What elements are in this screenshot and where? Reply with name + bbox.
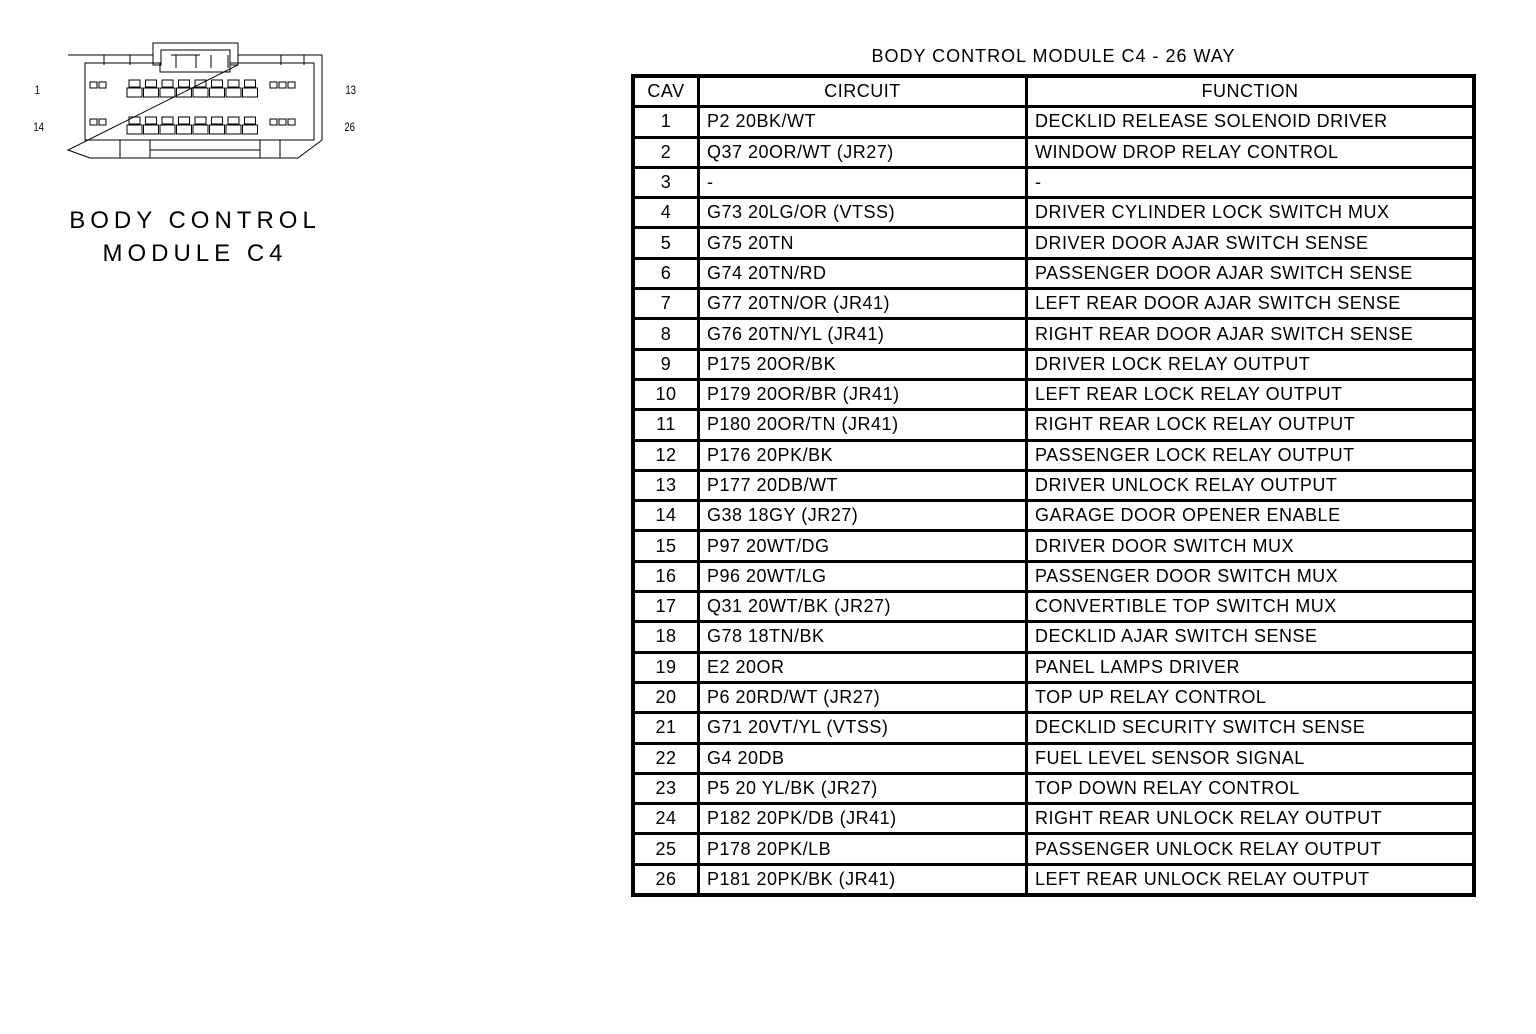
cell-cav: 16 (633, 561, 699, 591)
cell-cav: 18 (633, 622, 699, 652)
cell-cav: 4 (633, 198, 699, 228)
cell-circuit: P175 20OR/BK (699, 349, 1027, 379)
table-row (633, 107, 1474, 137)
cell-function: TOP DOWN RELAY CONTROL (1027, 773, 1475, 803)
small-cavity (99, 119, 106, 125)
cell-circuit: P181 20PK/BK (JR41) (699, 864, 1027, 895)
large-cavity (177, 125, 192, 134)
table-row (633, 319, 1474, 349)
cell-cav: 13 (633, 470, 699, 500)
cell-function: RIGHT REAR LOCK RELAY OUTPUT (1027, 410, 1475, 440)
terminal-latch (228, 117, 239, 124)
terminal-latch (129, 117, 140, 124)
table-row (633, 228, 1474, 258)
connector-outline (68, 43, 322, 158)
header-cav: CAV (633, 76, 699, 107)
cell-function: PASSENGER DOOR AJAR SWITCH SENSE (1027, 258, 1475, 288)
small-cavity (270, 82, 277, 88)
cell-cav: 12 (633, 440, 699, 470)
cell-function: DRIVER DOOR SWITCH MUX (1027, 531, 1475, 561)
terminal-latch (162, 117, 173, 124)
table-row (633, 440, 1474, 470)
large-cavity (144, 88, 159, 97)
cell-function: DECKLID RELEASE SOLENOID DRIVER (1027, 107, 1475, 137)
pin-label-14: 14 (33, 120, 45, 134)
table-row (633, 289, 1474, 319)
cell-circuit: G75 20TN (699, 228, 1027, 258)
cell-function: DRIVER UNLOCK RELAY OUTPUT (1027, 470, 1475, 500)
cell-function: LEFT REAR UNLOCK RELAY OUTPUT (1027, 864, 1475, 895)
pin-label-1: 1 (34, 83, 41, 97)
cell-circuit: P179 20OR/BR (JR41) (699, 379, 1027, 409)
table-row (633, 137, 1474, 167)
cell-cav: 23 (633, 773, 699, 803)
small-cavity (279, 119, 286, 125)
connector-caption-line2: MODULE C4 (102, 240, 288, 267)
large-cavity (160, 88, 175, 97)
terminal-latch (228, 80, 239, 87)
cell-circuit: P178 20PK/LB (699, 834, 1027, 864)
large-cavity (144, 125, 159, 134)
cell-function: DECKLID SECURITY SWITCH SENSE (1027, 713, 1475, 743)
pin-label-13: 13 (345, 83, 357, 97)
terminal-latch (245, 117, 256, 124)
large-cavity (127, 125, 142, 134)
table-row (633, 258, 1474, 288)
cell-cav: 11 (633, 410, 699, 440)
table-row (633, 834, 1474, 864)
cell-cav: 9 (633, 349, 699, 379)
cell-circuit: P176 20PK/BK (699, 440, 1027, 470)
terminal-latch (179, 117, 190, 124)
cell-function: FUEL LEVEL SENSOR SIGNAL (1027, 743, 1475, 773)
terminal-latch (146, 80, 157, 87)
table-row (633, 864, 1474, 895)
cell-circuit: G73 20LG/OR (VTSS) (699, 198, 1027, 228)
terminal-latch (212, 117, 223, 124)
terminal-latch (195, 117, 206, 124)
cell-function: PASSENGER LOCK RELAY OUTPUT (1027, 440, 1475, 470)
terminal-latch (179, 80, 190, 87)
cell-circuit: P97 20WT/DG (699, 531, 1027, 561)
large-cavity (226, 125, 241, 134)
cell-cav: 10 (633, 379, 699, 409)
cell-function: DECKLID AJAR SWITCH SENSE (1027, 622, 1475, 652)
large-cavity (193, 88, 208, 97)
cell-cav: 8 (633, 319, 699, 349)
cell-circuit: E2 20OR (699, 652, 1027, 682)
cell-cav: 26 (633, 864, 699, 895)
table-row (633, 198, 1474, 228)
table-row (633, 470, 1474, 500)
terminal-latch (129, 80, 140, 87)
cell-circuit: P180 20OR/TN (JR41) (699, 410, 1027, 440)
cell-circuit: G4 20DB (699, 743, 1027, 773)
cell-function: RIGHT REAR UNLOCK RELAY OUTPUT (1027, 804, 1475, 834)
small-cavity (279, 82, 286, 88)
table-row (633, 561, 1474, 591)
table-row (633, 773, 1474, 803)
cell-circuit: Q37 20OR/WT (JR27) (699, 137, 1027, 167)
small-cavity (270, 119, 277, 125)
cell-cav: 7 (633, 289, 699, 319)
cell-cav: 22 (633, 743, 699, 773)
large-cavity (210, 88, 225, 97)
cell-cav: 2 (633, 137, 699, 167)
cell-circuit: P6 20RD/WT (JR27) (699, 682, 1027, 712)
terminal-latch (245, 80, 256, 87)
cell-function: GARAGE DOOR OPENER ENABLE (1027, 501, 1475, 531)
terminal-latch (146, 117, 157, 124)
cell-function: DRIVER LOCK RELAY OUTPUT (1027, 349, 1475, 379)
cell-circuit: G38 18GY (JR27) (699, 501, 1027, 531)
cell-function: - (1027, 167, 1475, 197)
terminal-latch (212, 80, 223, 87)
table-row (633, 804, 1474, 834)
cell-cav: 1 (633, 107, 699, 137)
table-row (633, 349, 1474, 379)
terminal-latch (162, 80, 173, 87)
cell-cav: 21 (633, 713, 699, 743)
small-cavity (90, 82, 97, 88)
cell-circuit: Q31 20WT/BK (JR27) (699, 592, 1027, 622)
cell-function: PASSENGER UNLOCK RELAY OUTPUT (1027, 834, 1475, 864)
table-row (633, 652, 1474, 682)
connector-diagram (20, 30, 360, 170)
table-row (633, 713, 1474, 743)
cell-function: PANEL LAMPS DRIVER (1027, 652, 1475, 682)
connector-cavities (90, 80, 295, 134)
large-cavity (243, 88, 258, 97)
cell-circuit: G76 20TN/YL (JR41) (699, 319, 1027, 349)
cell-function: TOP UP RELAY CONTROL (1027, 682, 1475, 712)
table-row (633, 167, 1474, 197)
cell-function: LEFT REAR LOCK RELAY OUTPUT (1027, 379, 1475, 409)
cell-function: DRIVER DOOR AJAR SWITCH SENSE (1027, 228, 1475, 258)
large-cavity (193, 125, 208, 134)
table-row (633, 682, 1474, 712)
cell-cav: 25 (633, 834, 699, 864)
connector-caption-line1: BODY CONTROL (69, 207, 321, 234)
cell-circuit: G78 18TN/BK (699, 622, 1027, 652)
cell-function: LEFT REAR DOOR AJAR SWITCH SENSE (1027, 289, 1475, 319)
cell-circuit: P177 20DB/WT (699, 470, 1027, 500)
table-row (633, 592, 1474, 622)
header-circuit: CIRCUIT (699, 76, 1027, 107)
table-row (633, 622, 1474, 652)
cell-function: CONVERTIBLE TOP SWITCH MUX (1027, 592, 1475, 622)
cell-cav: 19 (633, 652, 699, 682)
large-cavity (160, 125, 175, 134)
table-row (633, 410, 1474, 440)
small-cavity (288, 119, 295, 125)
small-cavity (90, 119, 97, 125)
cell-circuit: P5 20 YL/BK (JR27) (699, 773, 1027, 803)
cell-cav: 5 (633, 228, 699, 258)
small-cavity (99, 82, 106, 88)
cell-cav: 15 (633, 531, 699, 561)
table-row (633, 501, 1474, 531)
cell-circuit: - (699, 167, 1027, 197)
large-cavity (226, 88, 241, 97)
large-cavity (210, 125, 225, 134)
cell-cav: 24 (633, 804, 699, 834)
cell-function: PASSENGER DOOR SWITCH MUX (1027, 561, 1475, 591)
table-title: BODY CONTROL MODULE C4 - 26 WAY (871, 46, 1236, 66)
header-function: FUNCTION (1027, 76, 1475, 107)
large-cavity (243, 125, 258, 134)
cell-cav: 20 (633, 682, 699, 712)
cell-circuit: P2 20BK/WT (699, 107, 1027, 137)
table-row (633, 743, 1474, 773)
pinout-table (631, 74, 1476, 897)
cell-cav: 3 (633, 167, 699, 197)
cell-function: RIGHT REAR DOOR AJAR SWITCH SENSE (1027, 319, 1475, 349)
cell-circuit: G74 20TN/RD (699, 258, 1027, 288)
table-header-row (633, 76, 1474, 107)
table-row (633, 531, 1474, 561)
cell-cav: 17 (633, 592, 699, 622)
cell-circuit: P96 20WT/LG (699, 561, 1027, 591)
cell-function: DRIVER CYLINDER LOCK SWITCH MUX (1027, 198, 1475, 228)
cell-circuit: G77 20TN/OR (JR41) (699, 289, 1027, 319)
large-cavity (127, 88, 142, 97)
cell-circuit: G71 20VT/YL (VTSS) (699, 713, 1027, 743)
cell-cav: 14 (633, 501, 699, 531)
cell-circuit: P182 20PK/DB (JR41) (699, 804, 1027, 834)
cell-function: WINDOW DROP RELAY CONTROL (1027, 137, 1475, 167)
table-row (633, 379, 1474, 409)
cell-cav: 6 (633, 258, 699, 288)
pin-label-26: 26 (344, 120, 356, 134)
small-cavity (288, 82, 295, 88)
